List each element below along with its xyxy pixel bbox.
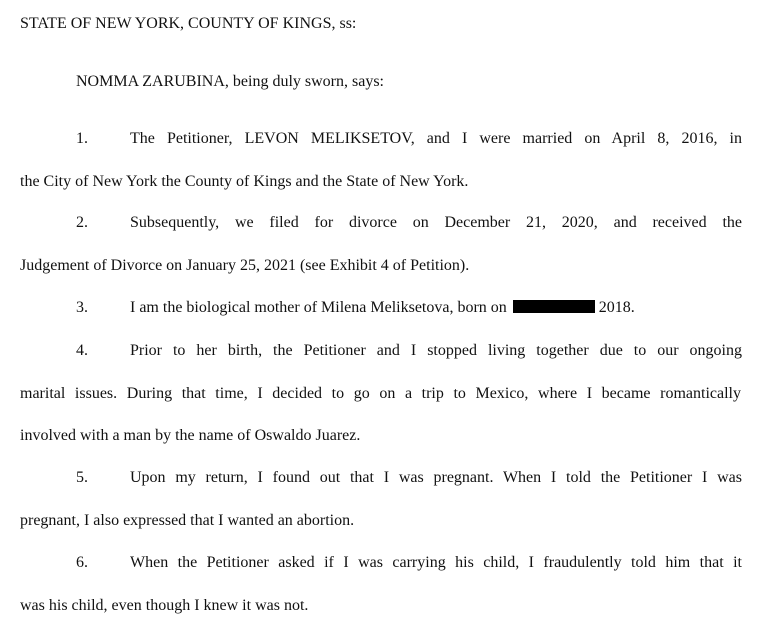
paragraph-line: was his child, even though I knew it was not. xyxy=(20,597,309,614)
paragraph-first-line: Prior to her birth, the Petitioner and I stopped living together due to our ongoing xyxy=(130,342,742,359)
paragraph-number: 2. xyxy=(76,214,88,231)
paragraph-text-before-redaction: I am the biological mother of Milena Meliksetova, born on xyxy=(130,299,507,316)
paragraph-number: 6. xyxy=(76,554,88,571)
paragraph-first-line: The Petitioner, LEVON MELIKSETOV, and I were married on April 8, 2016, in xyxy=(130,130,742,147)
paragraph-line: pregnant, I also expressed that I wanted an abortion. xyxy=(20,512,355,529)
paragraph-line: Judgement of Divorce on January 25, 2021 (see Exhibit 4 of Petition). xyxy=(20,257,470,274)
paragraph-first-line xyxy=(130,298,742,318)
paragraph-text-after-redaction: 2018. xyxy=(598,299,635,316)
paragraph-number: 4. xyxy=(76,342,88,359)
paragraph-first-line: Subsequently, we filed for divorce on December 21, 2020, and received the xyxy=(130,214,742,231)
paragraph-first-line: Upon my return, I found out that I was pregnant. When I told the Petitioner I was xyxy=(130,469,742,486)
paragraph-first-line: When the Petitioner asked if I was carrying his child, I fraudulently told him that it xyxy=(130,554,742,571)
paragraph-number: 3. xyxy=(76,299,88,316)
paragraph-line: involved with a man by the name of Oswaldo Juarez. xyxy=(20,427,361,444)
paragraph-line: the City of New York the County of Kings and the State of New York. xyxy=(20,173,469,190)
paragraph-line: marital issues. During that time, I decided to go on a trip to Mexico, where I became romantically xyxy=(20,385,741,402)
paragraph-number: 1. xyxy=(76,130,88,147)
paragraph-number: 5. xyxy=(76,469,88,486)
deponent-intro: NOMMA ZARUBINA, being duly sworn, says: xyxy=(76,73,384,90)
redaction-box xyxy=(513,300,595,313)
venue-heading: STATE OF NEW YORK, COUNTY OF KINGS, ss: xyxy=(20,15,357,32)
